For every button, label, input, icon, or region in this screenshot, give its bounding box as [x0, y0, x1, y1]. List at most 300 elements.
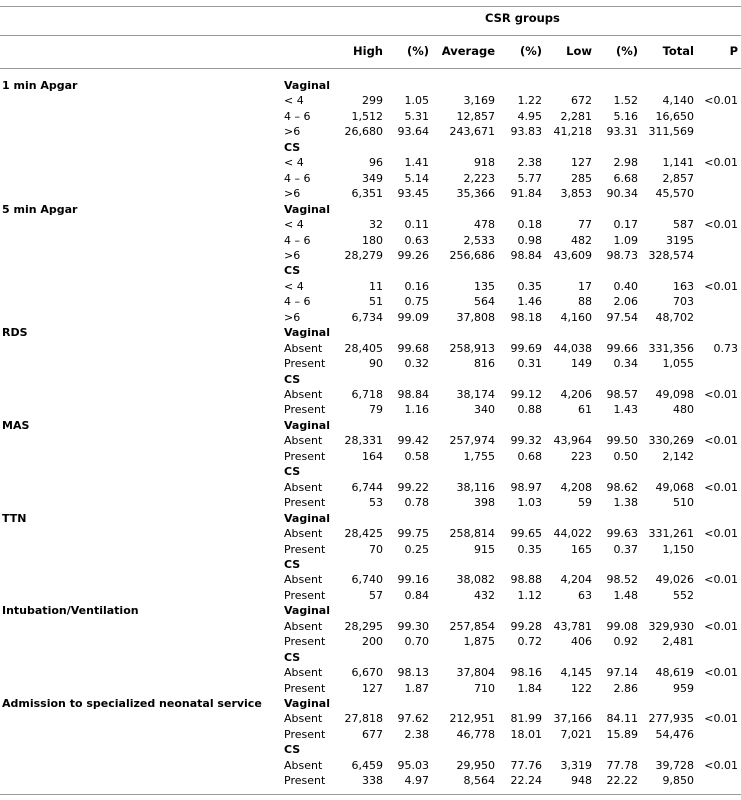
table-cell: 49,068 [655, 480, 694, 494]
table-cell: 96 [369, 156, 383, 170]
table-cell: 99.16 [397, 573, 429, 587]
table-cell: 99.63 [606, 527, 638, 541]
table-cell: 98.13 [397, 666, 429, 680]
table-cell: 127 [571, 156, 592, 170]
table-cell: 0.73 [713, 341, 738, 355]
table-cell: 28,295 [344, 619, 383, 633]
table-cell: 3,853 [560, 187, 592, 201]
table-cell: 552 [673, 588, 694, 602]
table-cell: 677 [362, 727, 383, 741]
table-cell: 93.45 [397, 187, 429, 201]
table-cell: 16,650 [655, 109, 694, 123]
row-sublabel: Absent [284, 341, 323, 355]
table-cell: 95.03 [397, 758, 429, 772]
table-cell: 1.84 [517, 681, 542, 695]
table-cell: 6,459 [351, 758, 383, 772]
table-cell: 12,857 [456, 109, 495, 123]
table-cell: 99.22 [397, 480, 429, 494]
table-cell: 6,670 [351, 666, 383, 680]
outcome-label: TTN [2, 511, 27, 525]
table-cell: 99.42 [397, 434, 429, 448]
table-cell: 0.70 [404, 635, 429, 649]
delivery-mode-label: CS [284, 743, 301, 757]
table-cell: 38,082 [456, 573, 495, 587]
table-cell: 0.16 [404, 279, 429, 293]
table-cell: 98.97 [510, 480, 542, 494]
table-cell: 97.54 [606, 310, 638, 324]
table-cell: 70 [369, 542, 383, 556]
table-cell: 99.08 [606, 619, 638, 633]
table-cell: 5.16 [613, 109, 638, 123]
table-cell: 41,218 [553, 125, 592, 139]
table-cell: 8,564 [463, 774, 495, 788]
table-cell: 0.84 [404, 588, 429, 602]
row-sublabel: Present [284, 727, 326, 741]
row-sublabel: 4 – 6 [284, 109, 311, 123]
table-cell: 311,569 [648, 125, 694, 139]
table-cell: 46,778 [456, 727, 495, 741]
table-cell: 39,728 [655, 758, 694, 772]
table-cell: 88 [578, 295, 592, 309]
table-cell: 340 [474, 403, 495, 417]
table-cell: 163 [673, 279, 694, 293]
row-sublabel: >6 [284, 310, 301, 324]
table-cell: 480 [673, 403, 694, 417]
table-cell: 331,356 [648, 341, 694, 355]
table-cell: 63 [578, 588, 592, 602]
row-sublabel: Present [284, 496, 326, 510]
table-cell: 53 [369, 496, 383, 510]
table-cell: 3195 [666, 233, 694, 247]
table-cell: 1.12 [517, 588, 542, 602]
table-cell: 93.83 [510, 125, 542, 139]
table-cell: 6,734 [351, 310, 383, 324]
table-cell: 98.84 [510, 248, 542, 262]
table-cell: 0.63 [404, 233, 429, 247]
table-cell: 0.92 [613, 635, 638, 649]
row-sublabel: Absent [284, 388, 323, 401]
table-cell: 5.77 [517, 171, 542, 185]
table-cell: 1.38 [613, 496, 638, 510]
outcome-label: Admission to specialized neonatal service [2, 697, 262, 710]
table-cell: 45,570 [655, 187, 694, 201]
table-cell: 816 [474, 357, 495, 371]
table-cell: 77.78 [606, 758, 638, 772]
table-cell: 17 [578, 279, 592, 293]
outcome-label: RDS [2, 326, 28, 340]
table-cell: 48,702 [655, 310, 694, 324]
delivery-mode-label: Vaginal [284, 604, 331, 618]
table-cell: 2.98 [613, 156, 638, 170]
table-cell: <0.01 [704, 573, 738, 587]
table-cell: 18.01 [510, 727, 542, 741]
table-cell: 44,038 [553, 341, 592, 355]
delivery-mode-label: CS [284, 650, 301, 664]
table-cell: <0.01 [704, 758, 738, 772]
table-cell: 0.11 [404, 218, 429, 232]
table-cell: 1.03 [517, 496, 542, 510]
outcome-label: MAS [2, 418, 30, 432]
table-cell: 6,351 [351, 187, 383, 201]
table-cell: <0.01 [704, 279, 738, 293]
table-cell: 99.32 [510, 434, 542, 448]
table-cell: 98.18 [510, 310, 542, 324]
table-cell: 97.62 [397, 712, 429, 726]
table-cell: 2,481 [662, 635, 694, 649]
table-cell: <0.01 [704, 156, 738, 170]
table-cell: 915 [474, 542, 495, 556]
table-cell: 0.75 [404, 295, 429, 309]
table-cell: 1.48 [613, 588, 638, 602]
table-cell: 0.18 [517, 218, 542, 232]
column-header: Low [566, 44, 592, 58]
row-sublabel: Present [284, 588, 326, 602]
table-cell: 0.25 [404, 542, 429, 556]
row-sublabel: Absent [284, 434, 323, 448]
table-cell: 243,671 [449, 125, 495, 139]
outcome-label: 5 min Apgar [2, 202, 78, 216]
table-cell: 0.35 [517, 279, 542, 293]
table-cell: 77.76 [510, 758, 542, 772]
table-cell: 2,857 [662, 171, 694, 185]
table-cell: 93.31 [606, 125, 638, 139]
table-cell: 122 [571, 681, 592, 695]
delivery-mode-label: Vaginal [284, 202, 331, 216]
table-cell: 4,204 [560, 573, 592, 587]
table-cell: 0.88 [517, 403, 542, 417]
delivery-mode-label: Vaginal [284, 79, 331, 92]
table-cell: 1.46 [517, 295, 542, 309]
table-cell: 432 [474, 588, 495, 602]
table-cell: 1.43 [613, 403, 638, 417]
table-cell: 44,022 [553, 527, 592, 541]
table-cell: 338 [362, 774, 383, 788]
table-cell: 6.68 [613, 171, 638, 185]
table-cell: 710 [474, 681, 495, 695]
table-cell: <0.01 [704, 527, 738, 541]
table-cell: 0.32 [404, 357, 429, 371]
table-cell: 28,405 [344, 341, 383, 355]
table-cell: 0.35 [517, 542, 542, 556]
row-sublabel: Present [284, 774, 326, 788]
column-header: (%) [406, 44, 429, 58]
column-header-rule [0, 68, 741, 69]
table-cell: 98.62 [606, 480, 638, 494]
table-cell: 1.41 [404, 156, 429, 170]
table-cell: 0.31 [517, 357, 542, 371]
table-cell: 4,206 [560, 388, 592, 401]
table-cell: 15.89 [606, 727, 638, 741]
table-cell: 99.28 [510, 619, 542, 633]
row-sublabel: < 4 [284, 218, 304, 232]
row-sublabel: Absent [284, 712, 323, 726]
table-cell: 6,744 [351, 480, 383, 494]
table-cell: 27,818 [344, 712, 383, 726]
table-cell: 93.64 [397, 125, 429, 139]
table-cell: 277,935 [648, 712, 694, 726]
table-cell: 258,913 [449, 341, 495, 355]
header-rule [0, 35, 741, 36]
row-sublabel: >6 [284, 125, 301, 139]
table-cell: 587 [673, 218, 694, 232]
row-sublabel: Absent [284, 573, 323, 587]
table-cell: 99.12 [510, 388, 542, 401]
table-cell: 1,875 [463, 635, 495, 649]
table-cell: <0.01 [704, 666, 738, 680]
table-cell: 1,755 [463, 449, 495, 463]
column-header: P [729, 44, 738, 58]
table-cell: 99.50 [606, 434, 638, 448]
table-cell: 38,174 [456, 388, 495, 401]
table-cell: 1.52 [613, 94, 638, 108]
bottom-rule [0, 794, 741, 795]
row-sublabel: Absent [284, 527, 323, 541]
row-sublabel: Absent [284, 480, 323, 494]
table-cell: 918 [474, 156, 495, 170]
table-cell: 4.95 [517, 109, 542, 123]
table-cell: 9,850 [662, 774, 694, 788]
table-cell: 331,261 [648, 527, 694, 541]
table-cell: 2.06 [613, 295, 638, 309]
column-header: Total [662, 44, 694, 58]
table-cell: 43,609 [553, 248, 592, 262]
table-cell: 257,854 [449, 619, 495, 633]
delivery-mode-label: Vaginal [284, 418, 331, 432]
table-cell: 43,964 [553, 434, 592, 448]
table-cell: 26,680 [344, 125, 383, 139]
row-sublabel: < 4 [284, 156, 304, 170]
table-cell: 1,512 [351, 109, 383, 123]
table-cell: 329,930 [648, 619, 694, 633]
row-sublabel: 4 – 6 [284, 171, 311, 185]
table-cell: 98.84 [397, 388, 429, 401]
row-sublabel: 4 – 6 [284, 233, 311, 247]
table-cell: 79 [369, 403, 383, 417]
table-cell: 1.09 [613, 233, 638, 247]
row-sublabel: Present [284, 635, 326, 649]
table-cell: 149 [571, 357, 592, 371]
delivery-mode-label: Vaginal [284, 511, 331, 525]
table-cell: 84.11 [606, 712, 638, 726]
table-cell: 3,319 [560, 758, 592, 772]
table-cell: 0.58 [404, 449, 429, 463]
table-cell: 948 [571, 774, 592, 788]
table-cell: 37,804 [456, 666, 495, 680]
row-sublabel: 4 – 6 [284, 295, 311, 309]
table-cell: 1,055 [662, 357, 694, 371]
table-cell: 0.72 [517, 635, 542, 649]
table-cell: 7,021 [560, 727, 592, 741]
table-cell: 99.09 [397, 310, 429, 324]
column-header: (%) [519, 44, 542, 58]
table-cell: 164 [362, 449, 383, 463]
row-sublabel: Absent [284, 666, 323, 680]
table-cell: 299 [362, 94, 383, 108]
table-cell: 1,141 [662, 156, 694, 170]
table-cell: 57 [369, 588, 383, 602]
table-cell: 285 [571, 171, 592, 185]
table-cell: 4,160 [560, 310, 592, 324]
table-cell: 28,331 [344, 434, 383, 448]
table-cell: <0.01 [704, 619, 738, 633]
table-cell: 6,740 [351, 573, 383, 587]
table-cell: 510 [673, 496, 694, 510]
table-cell: 256,686 [449, 248, 495, 262]
row-sublabel: >6 [284, 248, 301, 262]
table-cell: 0.40 [613, 279, 638, 293]
table-cell: 406 [571, 635, 592, 649]
table-cell: 98.57 [606, 388, 638, 401]
table-cell: 54,476 [655, 727, 694, 741]
table-cell: 4,145 [560, 666, 592, 680]
table-cell: 1.22 [517, 94, 542, 108]
table-cell: 200 [362, 635, 383, 649]
table-cell: <0.01 [704, 434, 738, 448]
table-cell: 91.84 [510, 187, 542, 201]
delivery-mode-label: CS [284, 557, 301, 571]
table-cell: 2.38 [404, 727, 429, 741]
table-cell: 2,142 [662, 449, 694, 463]
table-cell: 49,098 [655, 388, 694, 401]
table-cell: 0.17 [613, 218, 638, 232]
table-cell: 81.99 [510, 712, 542, 726]
table-cell: 22.24 [510, 774, 542, 788]
column-header: High [353, 44, 383, 58]
table-cell: 2.86 [613, 681, 638, 695]
table-cell: 4,140 [662, 94, 694, 108]
table-cell: 1,150 [662, 542, 694, 556]
table-cell: 165 [571, 542, 592, 556]
group-header: CSR groups [485, 11, 560, 25]
table-cell: 4,208 [560, 480, 592, 494]
table-cell: 99.65 [510, 527, 542, 541]
table-cell: 258,814 [449, 527, 495, 541]
table-cell: 478 [474, 218, 495, 232]
table-cell: 28,425 [344, 527, 383, 541]
table-cell: 97.14 [606, 666, 638, 680]
row-sublabel: Present [284, 681, 326, 695]
table-cell: 564 [474, 295, 495, 309]
table-cell: 98.16 [510, 666, 542, 680]
table-cell: 98.73 [606, 248, 638, 262]
table-cell: 4.97 [404, 774, 429, 788]
table-cell: 6,718 [351, 388, 383, 401]
table-cell: 11 [369, 279, 383, 293]
table-cell: <0.01 [704, 94, 738, 108]
table-cell: <0.01 [704, 712, 738, 726]
table-cell: 3,169 [463, 94, 495, 108]
table-cell: 0.78 [404, 496, 429, 510]
top-rule [0, 6, 741, 7]
table-cell: 2,223 [463, 171, 495, 185]
table-cell: <0.01 [704, 218, 738, 232]
table-cell: 1.87 [404, 681, 429, 695]
table-cell: 28,279 [344, 248, 383, 262]
delivery-mode-label: Vaginal [284, 697, 331, 710]
table-cell: <0.01 [704, 388, 738, 401]
table-cell: 398 [474, 496, 495, 510]
delivery-mode-label: CS [284, 140, 301, 154]
row-sublabel: Absent [284, 758, 323, 772]
table-cell: 59 [578, 496, 592, 510]
delivery-mode-label: Vaginal [284, 326, 331, 340]
table-cell: 0.98 [517, 233, 542, 247]
table-cell: 482 [571, 233, 592, 247]
table-cell: 2.38 [517, 156, 542, 170]
table-cell: 90 [369, 357, 383, 371]
table-cell: 2,533 [463, 233, 495, 247]
outcome-label: Intubation/Ventilation [2, 604, 139, 618]
row-sublabel: < 4 [284, 94, 304, 108]
table-cell: 99.30 [397, 619, 429, 633]
table-cell: 212,951 [449, 712, 495, 726]
table-cell: 90.34 [606, 187, 638, 201]
table-cell: 703 [673, 295, 694, 309]
table-cell: 1.05 [404, 94, 429, 108]
table-cell: 959 [673, 681, 694, 695]
row-sublabel: Absent [284, 619, 323, 633]
table-cell: 99.26 [397, 248, 429, 262]
table-cell: 38,116 [456, 480, 495, 494]
column-header: Average [441, 44, 495, 58]
table-cell: 99.69 [510, 341, 542, 355]
table-cell: 330,269 [648, 434, 694, 448]
table-cell: 98.52 [606, 573, 638, 587]
table-cell: 61 [578, 403, 592, 417]
table-cell: 0.68 [517, 449, 542, 463]
table-cell: 5.31 [404, 109, 429, 123]
row-sublabel: < 4 [284, 279, 304, 293]
table-cell: 0.37 [613, 542, 638, 556]
row-sublabel: Present [284, 357, 326, 371]
table-cell: 99.75 [397, 527, 429, 541]
row-sublabel: Present [284, 403, 326, 417]
table-cell: 35,366 [456, 187, 495, 201]
table-cell: 2,281 [560, 109, 592, 123]
row-sublabel: Present [284, 449, 326, 463]
table-cell: 0.50 [613, 449, 638, 463]
row-sublabel: Present [284, 542, 326, 556]
table-cell: 257,974 [449, 434, 495, 448]
table-cell: 37,808 [456, 310, 495, 324]
table-cell: 37,166 [553, 712, 592, 726]
table-cell: 328,574 [648, 248, 694, 262]
table-cell: 51 [369, 295, 383, 309]
outcome-label: 1 min Apgar [2, 79, 78, 92]
delivery-mode-label: CS [284, 372, 301, 386]
row-sublabel: >6 [284, 187, 301, 201]
table-cell: 1.16 [404, 403, 429, 417]
table-cell: 43,781 [553, 619, 592, 633]
table-cell: 29,950 [456, 758, 495, 772]
table-cell: 32 [369, 218, 383, 232]
table-cell: 99.68 [397, 341, 429, 355]
table-cell: 223 [571, 449, 592, 463]
table-cell: 77 [578, 218, 592, 232]
table-cell: 127 [362, 681, 383, 695]
table-cell: 0.34 [613, 357, 638, 371]
table-cell: 5.14 [404, 171, 429, 185]
column-header: (%) [615, 44, 638, 58]
table-cell: 48,619 [655, 666, 694, 680]
table-cell: 49,026 [655, 573, 694, 587]
table-cell: 672 [571, 94, 592, 108]
delivery-mode-label: CS [284, 264, 301, 278]
table-cell: 98.88 [510, 573, 542, 587]
delivery-mode-label: CS [284, 465, 301, 479]
table-cell: 22.22 [606, 774, 638, 788]
table-cell: 349 [362, 171, 383, 185]
